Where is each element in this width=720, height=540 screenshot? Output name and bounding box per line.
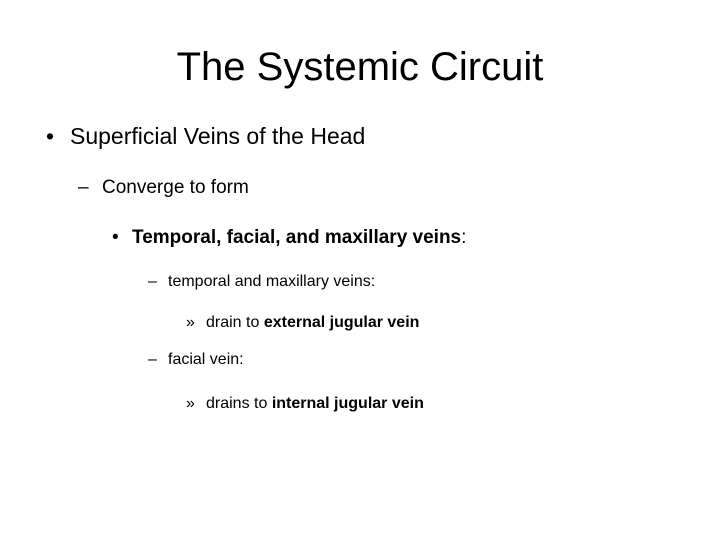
bullet-text: drains to [206, 395, 272, 412]
chevron-marker: » [186, 395, 195, 412]
bullet-level-5 [186, 392, 424, 416]
bullet-level-4 [148, 348, 244, 372]
dash-marker: – [78, 177, 89, 198]
bullet-level-2 [78, 174, 249, 202]
bullet-marker: • [112, 227, 119, 248]
bullet-text: temporal and maxillary veins: [168, 273, 376, 290]
bullet-level-4 [148, 270, 375, 294]
bullet-level-3 [112, 224, 466, 252]
bullet-text: drain to [206, 314, 264, 331]
bullet-text-suffix: : [461, 227, 467, 248]
bullet-text: Superficial Veins of the Head [70, 123, 366, 149]
bullet-level-5 [186, 311, 419, 335]
bullet-level-1 [46, 120, 365, 152]
bullet-text: Converge to form [102, 177, 249, 198]
bullet-text: facial vein: [168, 351, 244, 368]
bullet-bold-text: internal jugular vein [271, 395, 424, 412]
chevron-marker: » [186, 314, 195, 331]
dash-marker: – [148, 273, 157, 290]
bullet-bold-text: external jugular vein [263, 314, 420, 331]
bullet-marker: • [46, 123, 55, 149]
bullet-bold-text: Temporal, facial, and maxillary veins [132, 227, 462, 248]
dash-marker: – [148, 351, 157, 368]
slide-title: The Systemic Circuit [176, 45, 544, 89]
